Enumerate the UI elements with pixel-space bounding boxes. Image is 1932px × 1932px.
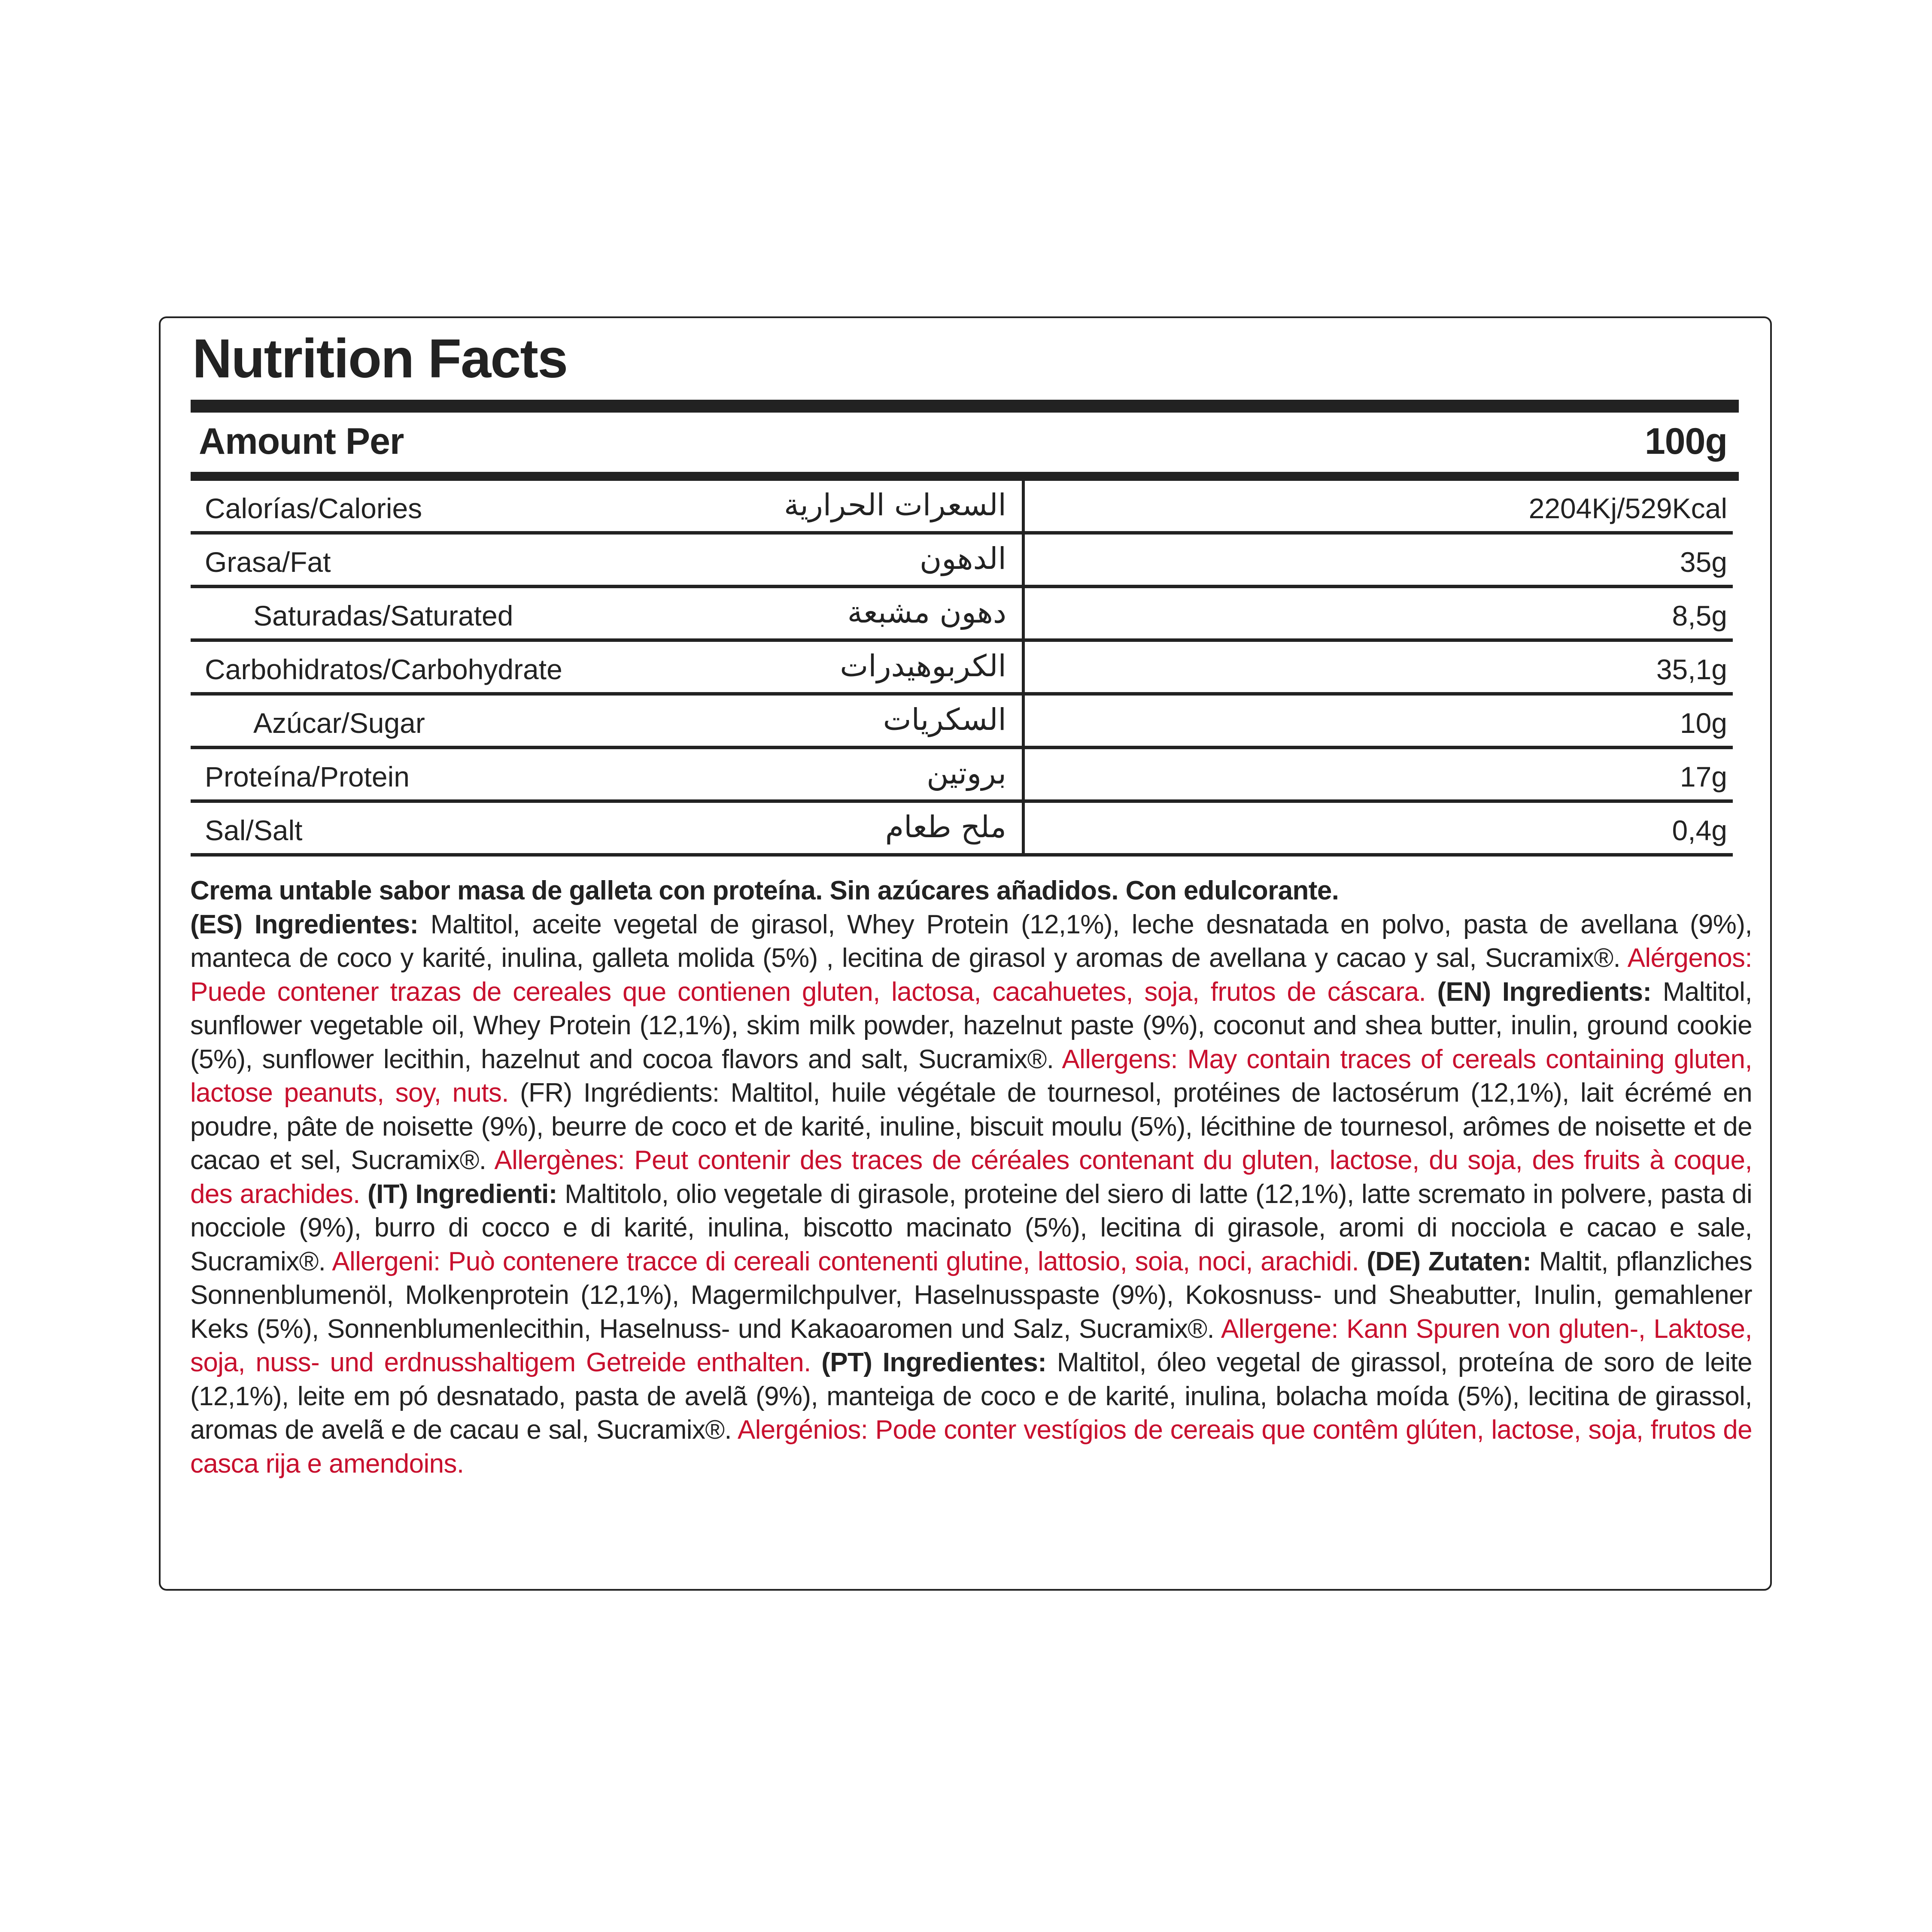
ingredients-text-fr: Maltitol, huile végétale de tournesol, protéines de lactosérum (12,1%), lait écrémé en poudre, pâte de noisette (9%), beurre de coco et de karité, inuline, biscuit moulu (5%), lécithine de tournesol, arômes de noisette et de cacao et sel, Sucramix®. — [190, 1078, 1752, 1175]
allergens-text-it: Allergeni: Può contenere tracce di cereali contenenti glutine, lattosio, soia, noci, arachidi. — [332, 1246, 1359, 1276]
ingredients-text-it: Maltitolo, olio vegetale di girasole, proteine del siero di latte (12,1%), latte scremato in polvere, pasta di nocciole (9%), burro di cocco e di karité, inulina, biscotto macinato (5%), lecitina di girasole, aromi di nocciola e cacao e sale, Sucramix®. — [190, 1179, 1752, 1276]
ingredients-heading-pt: (PT) Ingredientes: — [811, 1348, 1047, 1377]
nutrient-label: Proteína/Protein — [205, 761, 410, 793]
allergens-text-en: Allergens: May contain traces of cereals containing gluten, lactose peanuts, soy, nuts. — [190, 1044, 1752, 1108]
nutrient-value: 10g — [1680, 707, 1727, 739]
product-description: Crema untable sabor masa de galleta con proteína. Sin azúcares añadidos. Con edulcorante. — [190, 876, 1339, 905]
ingredients-text-de: Maltit, pflanzliches Sonnenblumenöl, Molkenprotein (12,1%), Magermilchpulver, Haselnusspaste (9%), Kokosnuss- und Sheabutter, Inulin, gemahlener Keks (5%), Sonnenblumenlecithin, Haselnuss- und Kakaoaromen und Salz, Sucramix®. — [190, 1246, 1752, 1344]
nutrient-label-arabic: بروتين — [927, 756, 1006, 791]
ingredients-block — [190, 874, 1752, 1481]
nutrient-label-arabic: ملح طعام — [885, 809, 1006, 844]
nutrition-row-fat — [191, 535, 1733, 588]
nutrient-value: 35g — [1680, 546, 1727, 578]
nutrient-value: 17g — [1680, 761, 1727, 793]
allergens-text-fr: Allergènes: Peut contenir des traces de céréales contenant du gluten, lactose, du soja, des fruits à coque, des arachides. — [190, 1145, 1752, 1209]
nutrient-label: Carbohidratos/Carbohydrate — [205, 653, 562, 685]
allergens-text-pt: Alergénios: Pode conter vestígios de cereais que contêm glúten, lactose, soja, frutos de casca rija e amendoins. — [190, 1415, 1752, 1479]
nutrition-row-calories — [191, 481, 1733, 535]
amount-divider-bar — [191, 472, 1739, 481]
ingredients-heading-es: (ES) Ingredientes: — [190, 909, 419, 939]
nutrition-row-saturated — [191, 588, 1733, 642]
ingredients-text-pt: Maltitol, óleo vegetal de girassol, proteína de soro de leite (12,1%), leite em pó desnatado, pasta de avelã (9%), manteiga de coco e de karité, inulina, bolacha moída (5%), lecitina de girassol, aromas de avelã e de cacau e sal, Sucramix®. — [190, 1348, 1753, 1445]
ingredients-heading-fr: (FR) Ingrédients: — [508, 1078, 720, 1108]
allergens-text-de: Allergene: Kann Spuren von gluten-, Laktose, soja, nuss- und erdnusshaltigem Getreide enthalten. — [190, 1314, 1753, 1377]
ingredients-heading-de: (DE) Zutaten: — [1359, 1246, 1531, 1276]
amount-per-value: 100g — [1644, 421, 1727, 462]
nutrition-row-salt — [191, 803, 1733, 857]
ingredients-text-es: Maltitol, aceite vegetal de girasol, Whey Protein (12,1%), leche desnatada en polvo, pasta de avellana (9%), manteca de coco y karité, inulina, galleta molida (5%) , lecitina de girasol y aromas de avellana y cacao y sal, Sucramix®. — [190, 909, 1753, 973]
nutrient-label: Sal/Salt — [205, 814, 303, 846]
amount-per-label: Amount Per — [199, 421, 404, 462]
nutrient-value: 0,4g — [1672, 814, 1727, 846]
ingredients-text-en: Maltitol, sunflower vegetable oil, Whey Protein (12,1%), skim milk powder, hazelnut paste (9%), coconut and shea butter, inulin, ground cookie (5%), sunflower lecithin, hazelnut and cocoa flavors and salt, Sucramix®. — [190, 977, 1752, 1074]
nutrient-value: 8,5g — [1672, 600, 1727, 632]
nutrient-value: 2204Kj/529Kcal — [1528, 492, 1727, 524]
nutrient-label: Calorías/Calories — [205, 492, 422, 524]
nutrient-value: 35,1g — [1656, 653, 1727, 685]
label-title: Nutrition Facts — [192, 328, 568, 389]
ingredients-heading-it: (IT) Ingredienti: — [360, 1179, 557, 1209]
nutrition-row-sugar — [191, 696, 1733, 749]
nutrient-label-arabic: الكربوهيدرات — [840, 648, 1006, 683]
nutrient-label-arabic: دهون مشبعة — [847, 595, 1006, 630]
nutrient-label-arabic: السكريات — [883, 702, 1006, 737]
nutrient-label-arabic: السعرات الحرارية — [784, 487, 1006, 522]
title-divider-bar — [191, 400, 1739, 413]
nutrient-label: Saturadas/Saturated — [253, 600, 513, 632]
allergens-text-es: Alérgenos: Puede contener trazas de cereales que contienen gluten, lactosa, cacahuetes, soja, frutos de cáscara. — [190, 943, 1752, 1007]
nutrient-label-arabic: الدهون — [919, 541, 1006, 576]
ingredients-heading-en: (EN) Ingredients: — [1426, 977, 1652, 1007]
nutrition-row-carbohydrate — [191, 642, 1733, 696]
nutrition-row-protein — [191, 749, 1733, 803]
nutrient-label: Grasa/Fat — [205, 546, 331, 578]
nutrient-label: Azúcar/Sugar — [253, 707, 425, 739]
nutrition-table — [191, 481, 1733, 857]
